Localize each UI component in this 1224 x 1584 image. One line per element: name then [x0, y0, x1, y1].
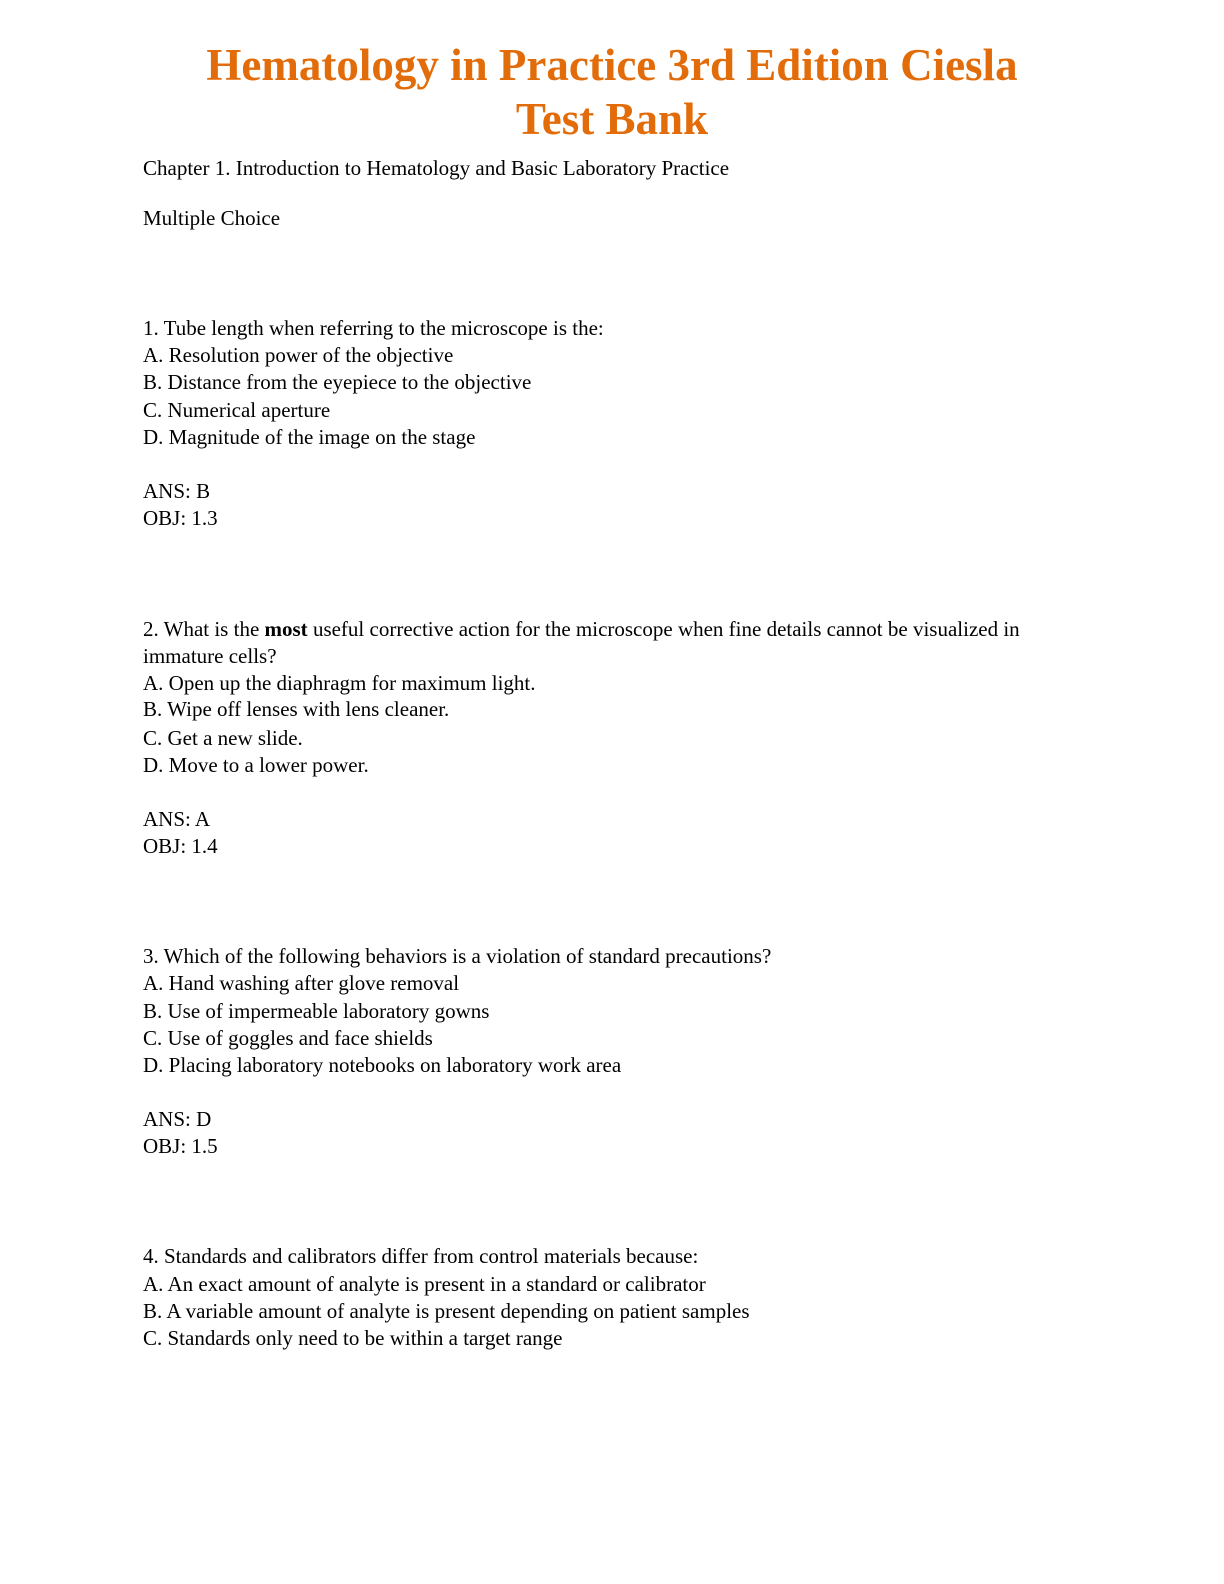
- answer-line: ANS: A: [143, 807, 211, 831]
- objective-line: OBJ: 1.5: [143, 1134, 218, 1158]
- option-c: C. Use of goggles and face shields: [143, 1026, 433, 1050]
- answer-line: ANS: D: [143, 1107, 212, 1131]
- option-a: A. Hand washing after glove removal: [143, 971, 460, 995]
- answer-line: ANS: B: [143, 479, 211, 503]
- option-b: B. Distance from the eyepiece to the objective: [143, 370, 532, 394]
- question-stem: 4. Standards and calibrators differ from control materials because:: [143, 1244, 699, 1268]
- document-title: [0, 38, 1224, 146]
- option-d: D. Move to a lower power.: [143, 753, 369, 777]
- option-d: D. Magnitude of the image on the stage: [143, 425, 476, 449]
- objective-line: OBJ: 1.3: [143, 506, 218, 530]
- question-stem: [143, 616, 1023, 670]
- option-c: C. Get a new slide.: [143, 726, 303, 750]
- section-heading: Multiple Choice: [143, 206, 281, 230]
- option-b: B. Wipe off lenses with lens cleaner.: [143, 697, 450, 721]
- objective-line: OBJ: 1.4: [143, 834, 218, 858]
- stem-text-before: 2. What is the: [143, 617, 265, 641]
- option-c: C. Numerical aperture: [143, 398, 331, 422]
- option-a: A. Open up the diaphragm for maximum light.: [143, 671, 536, 695]
- option-d: D. Placing laboratory notebooks on laboratory work area: [143, 1053, 622, 1077]
- option-a: A. An exact amount of analyte is present in a standard or calibrator: [143, 1272, 706, 1296]
- title-line-2: Test Bank: [515, 94, 709, 144]
- option-b: B. Use of impermeable laboratory gowns: [143, 999, 490, 1023]
- chapter-heading: Chapter 1. Introduction to Hematology and Basic Laboratory Practice: [143, 156, 730, 180]
- title-line-1: Hematology in Practice 3rd Edition Ciesla: [206, 40, 1018, 90]
- stem-emphasis: most: [264, 617, 308, 641]
- option-a: A. Resolution power of the objective: [143, 343, 454, 367]
- option-c: C. Standards only need to be within a target range: [143, 1326, 563, 1350]
- question-stem: 1. Tube length when referring to the microscope is the:: [143, 316, 604, 340]
- stem-text-after: useful corrective action for the microscope when fine details cannot be visualized in immature cells?: [143, 617, 1020, 668]
- option-b: B. A variable amount of analyte is present depending on patient samples: [143, 1299, 750, 1323]
- question-stem: 3. Which of the following behaviors is a violation of standard precautions?: [143, 944, 772, 968]
